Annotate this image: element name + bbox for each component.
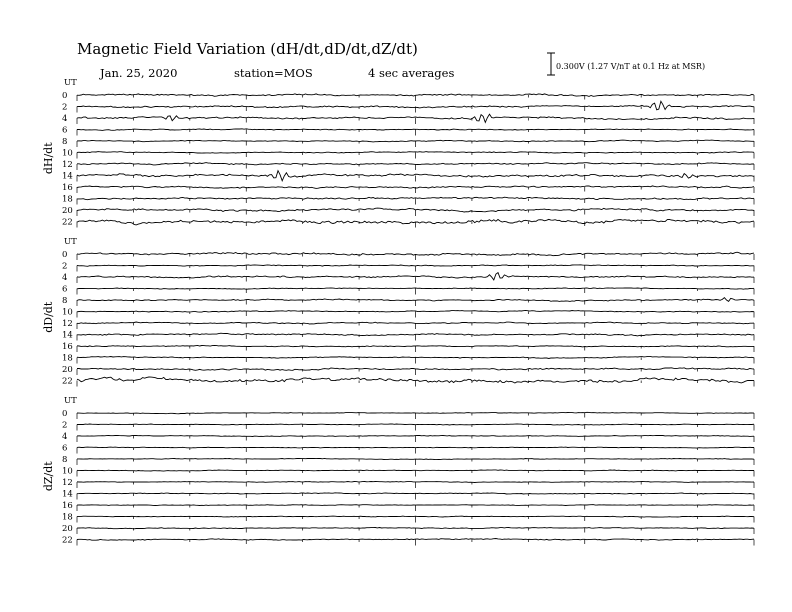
hour-label: 4 xyxy=(62,114,68,124)
row-ticks xyxy=(77,118,754,124)
hour-label: 4 xyxy=(62,432,68,442)
row-ticks xyxy=(77,210,754,216)
hour-label: 20 xyxy=(62,365,73,375)
hour-label: 6 xyxy=(62,125,68,136)
hour-label: 8 xyxy=(62,296,68,306)
row-ticks xyxy=(77,369,754,375)
row-ticks xyxy=(77,153,754,159)
row-ticks xyxy=(77,312,754,318)
hour-label: 4 xyxy=(62,273,68,283)
panel-dh-dt xyxy=(42,78,754,228)
row-ticks xyxy=(77,381,754,387)
row-ticks xyxy=(77,448,754,454)
hour-label: 16 xyxy=(62,501,73,511)
row-ticks xyxy=(77,346,754,352)
ut-axis-label: UT xyxy=(64,78,77,88)
row-ticks xyxy=(77,323,754,329)
row-ticks xyxy=(77,95,754,101)
hour-label: 22 xyxy=(62,535,73,546)
panel-y-label: dZ/dt xyxy=(42,461,55,492)
hour-label: 2 xyxy=(62,261,68,272)
trace-line xyxy=(77,447,754,448)
row-ticks xyxy=(77,505,754,511)
plot-title: Magnetic Field Variation (dH/dt,dD/dt,dZ/dt) xyxy=(77,40,418,58)
hour-label: 18 xyxy=(62,353,73,364)
hour-label: 12 xyxy=(62,160,73,170)
row-ticks xyxy=(77,540,754,546)
hour-label: 0 xyxy=(62,250,68,260)
trace-line xyxy=(77,265,754,267)
trace-line xyxy=(77,482,754,483)
row-ticks xyxy=(77,141,754,147)
row-ticks xyxy=(77,289,754,295)
row-ticks xyxy=(77,335,754,341)
row-ticks xyxy=(77,300,754,306)
trace-line xyxy=(77,505,754,506)
row-ticks xyxy=(77,494,754,500)
panel-y-label: dH/dt xyxy=(42,142,55,175)
trace-line xyxy=(77,424,754,425)
hour-label: 6 xyxy=(62,284,68,295)
row-ticks xyxy=(77,266,754,272)
hour-label: 22 xyxy=(62,217,73,228)
plot-date: Jan. 25, 2020 xyxy=(100,66,178,80)
row-ticks xyxy=(77,436,754,442)
row-ticks xyxy=(77,471,754,477)
row-ticks xyxy=(77,130,754,136)
plot-station: station=MOS xyxy=(234,66,313,80)
trace-line xyxy=(77,322,754,324)
row-ticks xyxy=(77,482,754,488)
hour-label: 10 xyxy=(62,148,73,159)
hour-label: 18 xyxy=(62,194,73,205)
hour-label: 8 xyxy=(62,455,68,465)
trace-line xyxy=(77,458,754,459)
hour-label: 0 xyxy=(62,91,68,101)
scale-bar-label: 0.300V (1.27 V/nT at 0.1 Hz at MSR) xyxy=(556,62,706,71)
hour-label: 2 xyxy=(62,420,68,431)
hour-label: 10 xyxy=(62,307,73,318)
trace-line xyxy=(77,163,754,165)
row-ticks xyxy=(77,425,754,431)
hour-label: 6 xyxy=(62,443,68,454)
hour-label: 14 xyxy=(62,171,73,182)
panel-y-label: dD/dt xyxy=(42,301,55,333)
hour-label: 20 xyxy=(62,524,73,534)
hour-label: 12 xyxy=(62,319,73,329)
row-ticks xyxy=(77,358,754,364)
hour-label: 16 xyxy=(62,183,73,193)
ut-axis-label: UT xyxy=(64,237,77,247)
hour-label: 18 xyxy=(62,512,73,523)
panel-dd-dt xyxy=(42,237,754,387)
hour-label: 22 xyxy=(62,376,73,387)
hour-label: 14 xyxy=(62,330,73,341)
hour-label: 8 xyxy=(62,137,68,147)
hour-label: 12 xyxy=(62,478,73,488)
row-ticks xyxy=(77,459,754,465)
panel-dz-dt xyxy=(42,396,754,546)
hour-label: 16 xyxy=(62,342,73,352)
plot-averaging: 4 sec averages xyxy=(368,66,455,80)
hour-label: 0 xyxy=(62,409,68,419)
hour-label: 14 xyxy=(62,489,73,500)
hour-label: 20 xyxy=(62,206,73,216)
row-ticks xyxy=(77,176,754,182)
row-ticks xyxy=(77,199,754,205)
hour-label: 2 xyxy=(62,102,68,113)
row-ticks xyxy=(77,528,754,534)
ut-axis-label: UT xyxy=(64,396,77,406)
hour-label: 10 xyxy=(62,466,73,477)
scale-bar xyxy=(547,53,555,75)
row-ticks xyxy=(77,164,754,170)
